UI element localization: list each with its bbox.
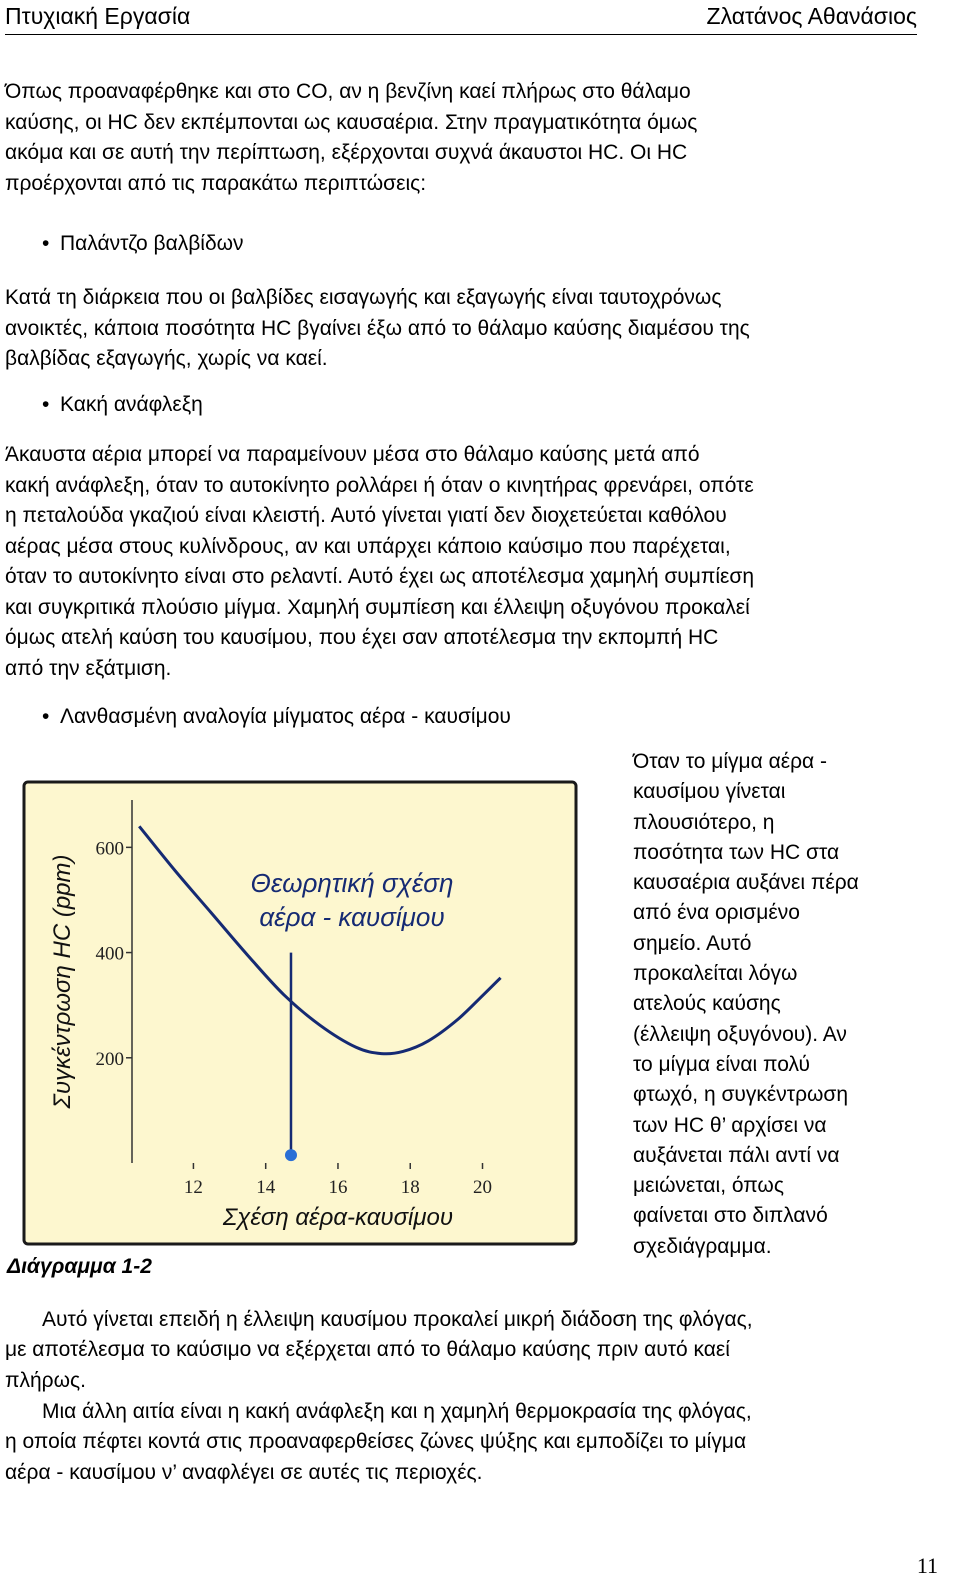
header-left: Πτυχιακή Εργασία [5,3,191,29]
text-line: (έλλειψη οξυγόνου). Αν [633,1022,847,1046]
x-tick-label: 14 [256,1177,276,1198]
bullet-icon: • [42,232,50,255]
text-line: σημείο. Αυτό [633,931,752,955]
text-line: η πεταλούδα γκαζιού είναι κλειστή. Αυτό γίνεται γιατί δεν διοχετεύεται καθόλου [5,504,727,527]
figure-caption: Διάγραμμα 1-2 [7,1255,152,1278]
text-line: όταν το αυτοκίνητο είναι στο ρελαντί. Αυτό έχει ως αποτέλεσμα χαμηλή συμπίεση [5,565,755,588]
text-line: μειώνεται, όπως [633,1174,784,1198]
bullet-misfire [42,390,203,420]
text-line: από ένα ορισμένο [633,901,800,925]
text-line: Κατά τη διάρκεια που οι βαλβίδες εισαγωγής και εξαγωγής είναι ταυτοχρόνως [5,286,722,309]
header-right: Ζλατάνος Αθανάσιος [706,3,917,29]
text-line: Μια άλλη αιτία είναι η κακή ανάφλεξη και η χαμηλή θερμοκρασία της φλόγας, [42,1400,752,1423]
text-line: ποσότητα των HC στα [633,840,840,864]
text-line: το μίγμα είναι πολύ [633,1052,810,1076]
text-line: κακή ανάφλεξη, όταν το αυτοκίνητο ρολλάρει ή όταν ο κινητήρας φρενάρει, οπότε [5,473,754,497]
x-tick-label: 20 [473,1177,493,1198]
lean-paragraph [42,1305,947,1336]
text-line: καυσαέρια αυξάνει πέρα [633,871,859,895]
text-line: Αυτό γίνεται επειδή η έλλειψη καυσίμου προκαλεί μικρή διάδοση της φλόγας, [42,1308,753,1331]
intro-paragraph [5,77,947,199]
text-line: ατελούς καύσης [633,992,781,1016]
text-line: βαλβίδας εξαγωγής, χωρίς να καεί. [5,347,328,370]
text-line: αυξάνεται πάλι αντί να [633,1143,840,1167]
bullet-label: Κακή ανάφλεξη [60,393,203,416]
x-tick-label: 18 [400,1177,420,1198]
chart-title-line: Θεωρητική σχέση [250,868,454,898]
text-line: ανοικτές, κάποια ποσότητα HC βγαίνει έξω από το θάλαμο καύσης διαμέσου της [5,316,750,340]
text-line: αέρας μέσα στους κυλίνδρους, αν και υπάρχει κάποιο καύσιμο που παρέχεται, [5,534,731,558]
x-tick-label: 16 [328,1177,348,1198]
text-line: καυσίμου γίνεται [633,780,786,804]
text-line: με αποτέλεσμα το καύσιμο να εξέρχεται από το θάλαμο καύσης πριν αυτό καεί [5,1338,730,1361]
text-line: ακόμα και σε αυτή την περίπτωση, εξέρχονται συχνά άκαυστοι HC. Οι HC [5,141,688,164]
page-header [5,0,917,35]
text-line: όμως ατελή καύση του καυσίμου, που έχει σαν αποτέλεσμα την εκπομπή HC [5,626,719,649]
bullet-label: Λανθασμένη αναλογία μίγματος αέρα - καυσίμου [60,705,511,728]
x-tick-label: 12 [183,1177,203,1198]
x-axis-label: Σχέση αέρα-καυσίμου [222,1204,454,1231]
text-line: Όπως προαναφέρθηκε και στο CO, αν η βενζίνη καεί πλήρως στο θάλαμο [5,80,691,103]
text-line: Άκαυστα αέρια μπορεί να παραμείνουν μέσα στο θάλαμο καύσης μετά από [5,443,700,466]
text-line: πλήρως. [5,1368,86,1392]
text-line: η οποία πέφτει κοντά στις προαναφερθείσες ζώνες ψύξης και εμποδίζει το μίγμα [5,1430,747,1453]
text-line: φαίνεται στο διπλανό [633,1204,828,1228]
bullet-label: Παλάντζο βαλβίδων [60,232,244,255]
text-line: σχεδιάγραμμα. [633,1234,772,1258]
y-tick-label: 600 [95,838,124,860]
y-tick-label: 400 [95,943,124,965]
misfire-paragraph [5,440,947,684]
y-tick-label: 200 [95,1048,124,1070]
text-line: από την εξάτμιση. [5,656,172,680]
text-line: φτωχό, η συγκέντρωση [633,1083,849,1107]
text-line: πλουσιότερο, η [633,810,775,834]
text-line: προκαλείται λόγω [633,962,798,986]
bullet-icon: • [42,705,50,728]
page-number: 11 [916,1553,938,1578]
bullet-mixture [42,702,511,732]
bullet-valve-overlap [42,229,244,259]
text-line: αέρα - καυσίμου ν’ αναφλέγει σε αυτές τις περιοχές. [5,1460,483,1484]
text-line: καύσης, οι HC δεν εκπέμπονται ως καυσαέρια. Στην πραγματικότητα όμως [5,110,698,134]
flame-paragraph [42,1397,947,1428]
text-line: Όταν το μίγμα αέρα - [633,750,828,773]
text-line: προέρχονται από τις παρακάτω περιπτώσεις: [5,171,427,195]
lean-paragraph-cont [5,1335,947,1396]
side-text [633,747,933,1262]
text-line: και συγκριτικά πλούσιο μίγμα. Χαμηλή συμπίεση και έλλειψη οξυγόνου προκαλεί [5,595,750,619]
chart-title-line: αέρα - καυσίμου [259,902,445,932]
hc-chart-svg [22,780,582,1250]
hc-chart [22,780,582,1250]
stoichiometric-point [285,1149,297,1161]
flame-paragraph-cont [5,1427,947,1488]
text-line: των HC θ’ αρχίσει να [633,1113,827,1137]
bullet-icon: • [42,393,50,416]
y-axis-label: Συγκέντρωση HC (ppm) [49,854,76,1109]
valve-paragraph [5,283,947,375]
